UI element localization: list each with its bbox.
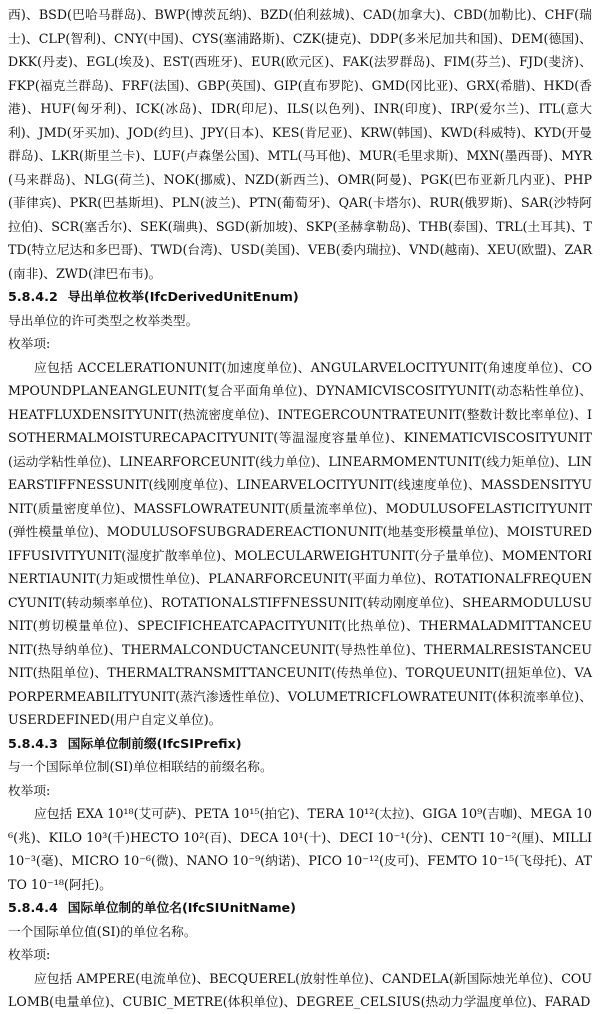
enum-body: 应包括 AMPERE(电流单位)、BECQUEREL(放射性单位)、CANDELA(新国际烛光单位)、COULOMB(电量单位)、CUBIC_METRE(体积单位)、DEGREE_CELSIUS(热动力学温度单位)、FARAD bbox=[8, 970, 592, 1009]
enum-label: 枚举项: bbox=[8, 336, 51, 351]
section-si-unit-name bbox=[8, 896, 592, 1014]
section-heading bbox=[8, 896, 592, 920]
section-heading bbox=[8, 732, 592, 756]
section-description: 导出单位的许可类型之枚举类型。 bbox=[8, 312, 199, 328]
section-description: 与一个国际单位制(SI)单位相联结的前缀名称。 bbox=[8, 759, 273, 774]
enum-body: 应包括 ACCELERATIONUNIT(加速度单位)、ANGULARVELOCITYUNIT(角速度单位)、COMPOUNDPLANEANGLEUNIT(复合平面角单位)、DYNAMICVISCOSITYUNIT(动态粘性单位)、HEATFLUXDENSITYUNIT(热流密度单位)、INTEGERCOUNTRATEUNIT(整数计数比率单位)、ISOTHERMALMOISTURECAPACITYUNIT(等温湿度容量单位)、KINEMATICVISCOSITYUNIT(运动学粘性单位)、LINEARFORCEUNIT(线力单位)、LINEARMOMENTUNIT(线力矩单位)、LINEARSTIFFNESSUNIT(线刚度单位)、LINEARVELOCITYUNIT(线速度单位)、MASSDENSITYUNIT(质量密度单位)、MASSFLOWRATEUNIT(质量流率单位)、MODULUSOFELASTICITYUNIT(弹性模量单位)、MODULUSOFSUBGRADEREACTIONUNIT(地基变形模量单位)、MOISTUREDIFFUSIVITYUNIT(湿度扩散率单位)、MOLECULARWEIGHTUNIT(分子量单位)、MOMENTORINERTIAUNIT(力矩或惯性单位)、PLANARFORCEUNIT(平面力单位)、ROTATIONALFREQUENCYUNIT(转动频率单位)、ROTATIONALSTIFFNESSUNIT(转动刚度单位)、SHEARMODULUSUNIT(剪切模量单位)、SPECIFICHEATCAPACITYUNIT(比热单位)、THERMALADMITTANCEUNIT(热导纳单位)、THERMALCONDUCTANCEUNIT(导热性单位)、THERMALRESISTANCEUNIT(热阻单位)、THERMALTRANSMITTANCEUNIT(传热单位)、TORQUEUNIT(扭矩单位)、VAPORPERMEABILITYUNIT(蒸汽渗透性单位)、VOLUMETRICFLOWRATEUNIT(体积流率单位)、USERDEFINED(用户自定义单位)。 bbox=[8, 359, 592, 727]
section-title: 导出单位枚举(IfcDerivedUnitEnum) bbox=[67, 289, 299, 304]
section-number: 5.8.4.4 bbox=[8, 900, 58, 915]
section-derived-unit-enum bbox=[8, 285, 592, 732]
enum-label: 枚举项: bbox=[8, 782, 51, 798]
section-heading bbox=[8, 285, 592, 309]
section-title: 国际单位制前缀(IfcSIPrefix) bbox=[67, 735, 242, 751]
section-number: 5.8.4.2 bbox=[8, 289, 58, 304]
section-si-prefix bbox=[8, 732, 592, 897]
enum-body: 应包括 EXA 10¹⁸(艾可萨)、PETA 10¹⁵(拍它)、TERA 10¹²(太拉)、GIGA 10⁹(吉咖)、MEGA 10⁶(兆)、KILO 10³(千)HECTO 10²(百)、DECA 10¹(十)、DECI 10⁻¹(分)、CENTI 10⁻²(厘)、MILLI 10⁻³(毫)、MICRO 10⁻⁶(微)、NANO 10⁻⁹(纳诺)、PICO 10⁻¹²(皮可)、FEMTO 10⁻¹⁵(飞母托)、ATTO 10⁻¹⁸(阿托)。 bbox=[8, 806, 592, 892]
section-title: 国际单位制的单位名(IfcSIUnitName) bbox=[67, 900, 296, 915]
section-description: 一个国际单位值(SI)的单位名称。 bbox=[8, 923, 197, 939]
section-number: 5.8.4.3 bbox=[8, 735, 58, 751]
currency-list-continuation: 西)、BSD(巴哈马群岛)、BWP(博茨瓦纳)、BZD(伯利兹城)、CAD(加拿大)、CBD(加勒比)、CHF(瑞士)、CLP(智利)、CNY(中国)、CYS(塞浦路斯)、CZK(捷克)、DDP(多米尼加共和国)、DEM(德国)、DKK(丹麦)、EGL(埃及)、EST(西班牙)、EUR(欧元区)、FAK(法罗群岛)、FIM(芬兰)、FJD(斐济)、FKP(福克兰群岛)、FRF(法国)、GBP(英国)、GIP(直布罗陀)、GMD(冈比亚)、GRX(希腊)、HKD(香港)、HUF(匈牙利)、ICK(冰岛)、IDR(印尼)、ILS(以色列)、INR(印度)、IRP(爱尔兰)、ITL(意大利)、JMD(牙买加)、JOD(约旦)、JPY(日本)、KES(肯尼亚)、KRW(韩国)、KWD(科威特)、KYD(开曼群岛)、LKR(斯里兰卡)、LUF(卢森堡公国)、MTL(马耳他)、MUR(毛里求斯)、MXN(墨西哥)、MYR(马来群岛)、NLG(荷兰)、NOK(挪威)、NZD(新西兰)、OMR(阿曼)、PGK(巴布亚新几内亚)、PHP(菲律宾)、PKR(巴基斯坦)、PLN(波兰)、PTN(葡萄牙)、QAR(卡塔尔)、RUR(俄罗斯)、SAR(沙特阿拉伯)、SCR(塞舌尔)、SEK(瑞典)、SGD(新加坡)、SKP(圣赫拿勒岛)、THB(泰国)、TRL(土耳其)、TTD(特立尼达和多巴哥)、TWD(台湾)、USD(美国)、VEB(委内瑞拉)、VND(越南)、XEU(欧盟)、ZAR(南非)、ZWD(津巴布韦)。 bbox=[8, 7, 592, 281]
enum-label: 枚举项: bbox=[8, 947, 51, 962]
